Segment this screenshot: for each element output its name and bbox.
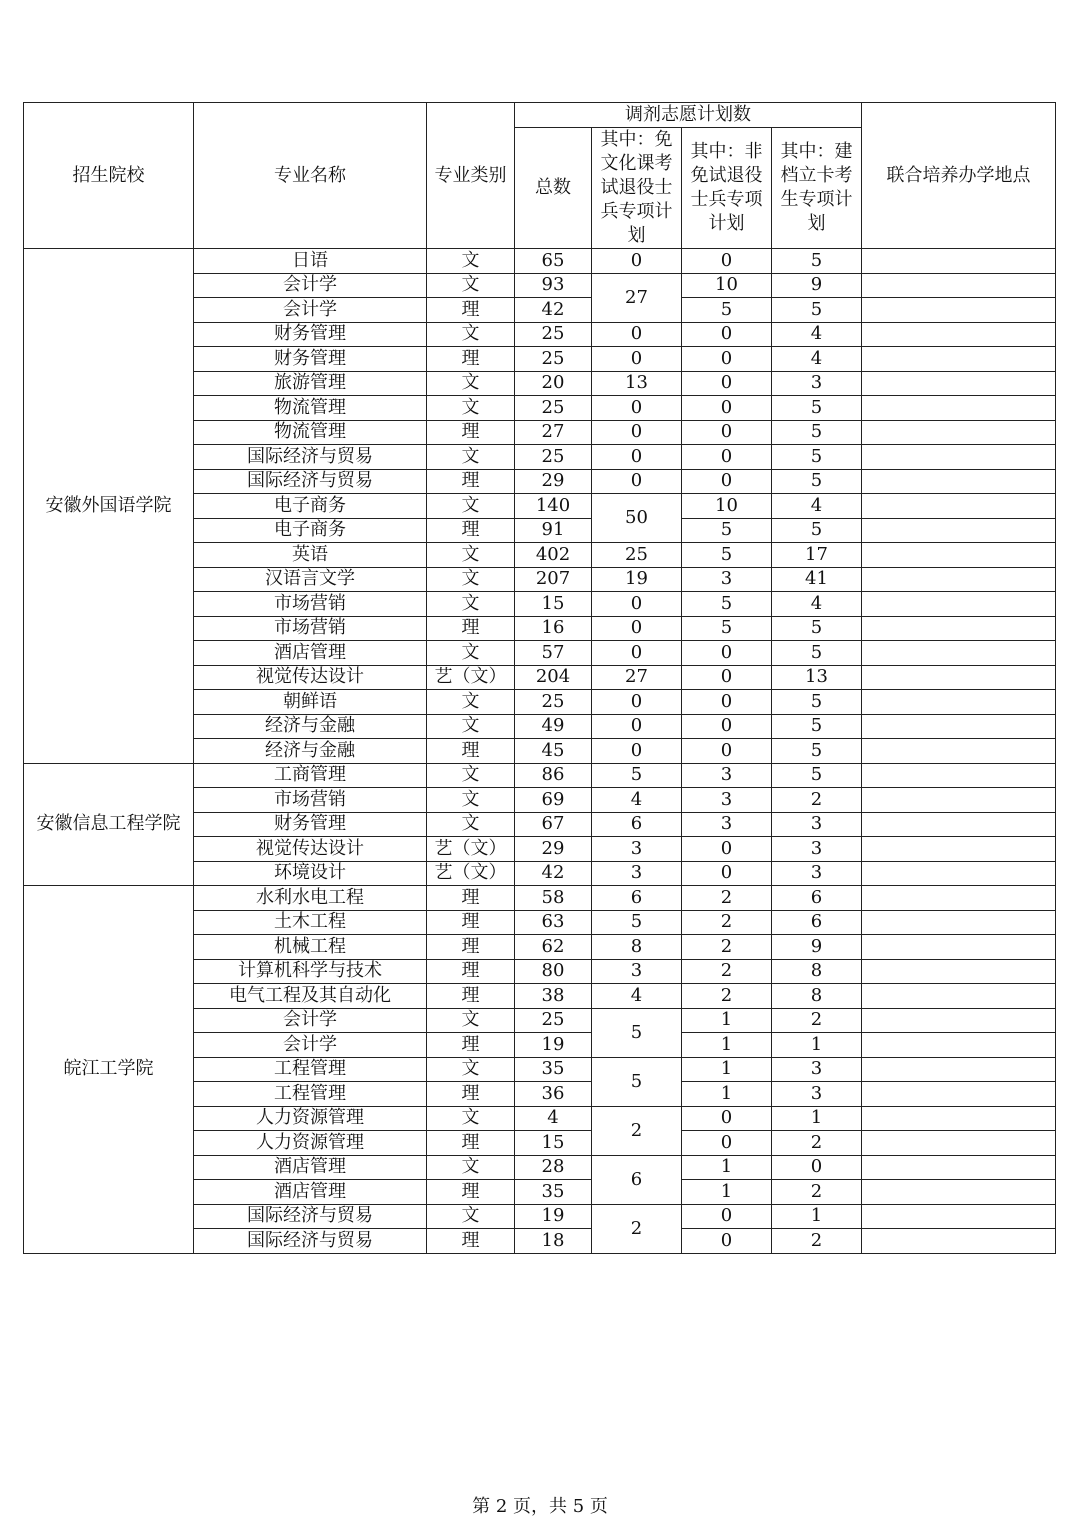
category-cell: 文 xyxy=(427,690,515,715)
card-cell: 4 xyxy=(772,494,862,519)
total-cell: 25 xyxy=(515,322,592,347)
non-exempt-cell: 0 xyxy=(682,1106,772,1131)
non-exempt-cell: 1 xyxy=(682,1180,772,1205)
non-exempt-cell: 5 xyxy=(682,298,772,323)
joint-location-cell xyxy=(862,469,1056,494)
exempt-cell: 0 xyxy=(592,714,682,739)
major-cell: 物流管理 xyxy=(194,396,427,421)
major-cell: 电气工程及其自动化 xyxy=(194,984,427,1009)
non-exempt-cell: 3 xyxy=(682,788,772,813)
non-exempt-cell: 0 xyxy=(682,665,772,690)
joint-location-cell xyxy=(862,763,1056,788)
total-cell: 27 xyxy=(515,420,592,445)
category-cell: 理 xyxy=(427,739,515,764)
exempt-cell: 0 xyxy=(592,641,682,666)
exempt-cell: 3 xyxy=(592,959,682,984)
joint-location-cell xyxy=(862,1033,1056,1058)
non-exempt-cell: 0 xyxy=(682,1131,772,1156)
joint-location-cell xyxy=(862,396,1056,421)
card-cell: 2 xyxy=(772,1131,862,1156)
exempt-cell: 2 xyxy=(592,1106,682,1155)
total-cell: 86 xyxy=(515,763,592,788)
card-cell: 3 xyxy=(772,1057,862,1082)
total-cell: 35 xyxy=(515,1057,592,1082)
non-exempt-cell: 0 xyxy=(682,249,772,274)
card-cell: 5 xyxy=(772,298,862,323)
major-cell: 视觉传达设计 xyxy=(194,837,427,862)
total-cell: 67 xyxy=(515,812,592,837)
major-cell: 国际经济与贸易 xyxy=(194,1229,427,1254)
joint-location-cell xyxy=(862,1155,1056,1180)
non-exempt-cell: 0 xyxy=(682,690,772,715)
major-cell: 物流管理 xyxy=(194,420,427,445)
joint-location-cell xyxy=(862,420,1056,445)
school-name-cell: 皖江工学院 xyxy=(24,886,194,1254)
card-cell: 5 xyxy=(772,714,862,739)
non-exempt-cell: 3 xyxy=(682,812,772,837)
exempt-cell: 6 xyxy=(592,886,682,911)
card-cell: 5 xyxy=(772,616,862,641)
header-school: 招生院校 xyxy=(24,103,194,249)
card-cell: 5 xyxy=(772,445,862,470)
major-cell: 电子商务 xyxy=(194,518,427,543)
total-cell: 42 xyxy=(515,861,592,886)
major-cell: 会计学 xyxy=(194,1033,427,1058)
exempt-cell: 0 xyxy=(592,445,682,470)
major-cell: 朝鲜语 xyxy=(194,690,427,715)
exempt-cell: 19 xyxy=(592,567,682,592)
header-plan-group: 调剂志愿计划数 xyxy=(515,103,862,128)
joint-location-cell xyxy=(862,935,1056,960)
exempt-cell: 0 xyxy=(592,322,682,347)
total-cell: 29 xyxy=(515,837,592,862)
category-cell: 理 xyxy=(427,935,515,960)
category-cell: 理 xyxy=(427,616,515,641)
joint-location-cell xyxy=(862,592,1056,617)
joint-location-cell xyxy=(862,739,1056,764)
card-cell: 4 xyxy=(772,322,862,347)
total-cell: 29 xyxy=(515,469,592,494)
exempt-cell: 25 xyxy=(592,543,682,568)
total-cell: 62 xyxy=(515,935,592,960)
non-exempt-cell: 10 xyxy=(682,494,772,519)
exempt-cell: 8 xyxy=(592,935,682,960)
total-cell: 58 xyxy=(515,886,592,911)
major-cell: 土木工程 xyxy=(194,910,427,935)
joint-location-cell xyxy=(862,347,1056,372)
category-cell: 文 xyxy=(427,788,515,813)
total-cell: 19 xyxy=(515,1033,592,1058)
exempt-cell: 27 xyxy=(592,665,682,690)
non-exempt-cell: 2 xyxy=(682,959,772,984)
joint-location-cell xyxy=(862,543,1056,568)
major-cell: 工程管理 xyxy=(194,1057,427,1082)
non-exempt-cell: 0 xyxy=(682,641,772,666)
card-cell: 6 xyxy=(772,886,862,911)
category-cell: 文 xyxy=(427,273,515,298)
non-exempt-cell: 1 xyxy=(682,1033,772,1058)
major-cell: 会计学 xyxy=(194,1008,427,1033)
header-exempt: 其中：免文化课考试退役士兵专项计划 xyxy=(592,128,682,249)
major-cell: 汉语言文学 xyxy=(194,567,427,592)
total-cell: 49 xyxy=(515,714,592,739)
exempt-cell: 0 xyxy=(592,690,682,715)
non-exempt-cell: 0 xyxy=(682,322,772,347)
joint-location-cell xyxy=(862,959,1056,984)
total-cell: 25 xyxy=(515,690,592,715)
plan-table-body xyxy=(24,249,1056,1254)
joint-location-cell xyxy=(862,445,1056,470)
non-exempt-cell: 10 xyxy=(682,273,772,298)
category-cell: 理 xyxy=(427,1229,515,1254)
major-cell: 酒店管理 xyxy=(194,641,427,666)
category-cell: 文 xyxy=(427,543,515,568)
major-cell: 人力资源管理 xyxy=(194,1106,427,1131)
category-cell: 文 xyxy=(427,763,515,788)
non-exempt-cell: 0 xyxy=(682,1204,772,1229)
joint-location-cell xyxy=(862,861,1056,886)
exempt-cell: 0 xyxy=(592,469,682,494)
exempt-cell: 5 xyxy=(592,1057,682,1106)
category-cell: 理 xyxy=(427,420,515,445)
non-exempt-cell: 0 xyxy=(682,739,772,764)
total-cell: 204 xyxy=(515,665,592,690)
category-cell: 理 xyxy=(427,910,515,935)
joint-location-cell xyxy=(862,910,1056,935)
total-cell: 18 xyxy=(515,1229,592,1254)
exempt-cell: 6 xyxy=(592,812,682,837)
category-cell: 文 xyxy=(427,1057,515,1082)
total-cell: 69 xyxy=(515,788,592,813)
non-exempt-cell: 2 xyxy=(682,935,772,960)
major-cell: 计算机科学与技术 xyxy=(194,959,427,984)
joint-location-cell xyxy=(862,714,1056,739)
category-cell: 理 xyxy=(427,1180,515,1205)
major-cell: 日语 xyxy=(194,249,427,274)
joint-location-cell xyxy=(862,788,1056,813)
joint-location-cell xyxy=(862,616,1056,641)
major-cell: 人力资源管理 xyxy=(194,1131,427,1156)
exempt-cell: 3 xyxy=(592,861,682,886)
major-cell: 经济与金融 xyxy=(194,739,427,764)
major-cell: 机械工程 xyxy=(194,935,427,960)
header-category: 专业类别 xyxy=(427,103,515,249)
joint-location-cell xyxy=(862,1106,1056,1131)
non-exempt-cell: 2 xyxy=(682,984,772,1009)
joint-location-cell xyxy=(862,812,1056,837)
non-exempt-cell: 5 xyxy=(682,592,772,617)
joint-location-cell xyxy=(862,322,1056,347)
card-cell: 17 xyxy=(772,543,862,568)
joint-location-cell xyxy=(862,1229,1056,1254)
card-cell: 3 xyxy=(772,812,862,837)
major-cell: 工商管理 xyxy=(194,763,427,788)
joint-location-cell xyxy=(862,1131,1056,1156)
major-cell: 市场营销 xyxy=(194,788,427,813)
non-exempt-cell: 0 xyxy=(682,469,772,494)
card-cell: 2 xyxy=(772,1008,862,1033)
non-exempt-cell: 1 xyxy=(682,1057,772,1082)
exempt-cell: 6 xyxy=(592,1155,682,1204)
school-name-cell: 安徽信息工程学院 xyxy=(24,763,194,886)
joint-location-cell xyxy=(862,690,1056,715)
joint-location-cell xyxy=(862,984,1056,1009)
total-cell: 140 xyxy=(515,494,592,519)
major-cell: 环境设计 xyxy=(194,861,427,886)
total-cell: 80 xyxy=(515,959,592,984)
joint-location-cell xyxy=(862,518,1056,543)
major-cell: 水利水电工程 xyxy=(194,886,427,911)
card-cell: 5 xyxy=(772,396,862,421)
category-cell: 文 xyxy=(427,714,515,739)
non-exempt-cell: 1 xyxy=(682,1082,772,1107)
category-cell: 文 xyxy=(427,592,515,617)
exempt-cell: 0 xyxy=(592,592,682,617)
major-cell: 财务管理 xyxy=(194,322,427,347)
joint-location-cell xyxy=(862,371,1056,396)
card-cell: 1 xyxy=(772,1204,862,1229)
non-exempt-cell: 0 xyxy=(682,396,772,421)
non-exempt-cell: 3 xyxy=(682,567,772,592)
major-cell: 财务管理 xyxy=(194,812,427,837)
total-cell: 15 xyxy=(515,592,592,617)
joint-location-cell xyxy=(862,298,1056,323)
joint-location-cell xyxy=(862,249,1056,274)
category-cell: 理 xyxy=(427,1033,515,1058)
non-exempt-cell: 0 xyxy=(682,445,772,470)
major-cell: 工程管理 xyxy=(194,1082,427,1107)
exempt-cell: 13 xyxy=(592,371,682,396)
total-cell: 38 xyxy=(515,984,592,1009)
total-cell: 42 xyxy=(515,298,592,323)
total-cell: 57 xyxy=(515,641,592,666)
major-cell: 电子商务 xyxy=(194,494,427,519)
card-cell: 5 xyxy=(772,518,862,543)
major-cell: 酒店管理 xyxy=(194,1180,427,1205)
category-cell: 理 xyxy=(427,298,515,323)
card-cell: 0 xyxy=(772,1155,862,1180)
non-exempt-cell: 5 xyxy=(682,518,772,543)
card-cell: 3 xyxy=(772,371,862,396)
exempt-cell: 0 xyxy=(592,420,682,445)
joint-location-cell xyxy=(862,641,1056,666)
category-cell: 文 xyxy=(427,396,515,421)
card-cell: 4 xyxy=(772,592,862,617)
non-exempt-cell: 0 xyxy=(682,371,772,396)
category-cell: 文 xyxy=(427,812,515,837)
exempt-cell: 0 xyxy=(592,616,682,641)
major-cell: 国际经济与贸易 xyxy=(194,469,427,494)
exempt-cell: 0 xyxy=(592,739,682,764)
card-cell: 8 xyxy=(772,959,862,984)
card-cell: 2 xyxy=(772,1180,862,1205)
total-cell: 25 xyxy=(515,396,592,421)
header-total: 总数 xyxy=(515,128,592,249)
joint-location-cell xyxy=(862,1180,1056,1205)
major-cell: 英语 xyxy=(194,543,427,568)
major-cell: 市场营销 xyxy=(194,616,427,641)
table-row xyxy=(24,763,1056,788)
major-cell: 财务管理 xyxy=(194,347,427,372)
category-cell: 文 xyxy=(427,494,515,519)
non-exempt-cell: 1 xyxy=(682,1155,772,1180)
total-cell: 91 xyxy=(515,518,592,543)
total-cell: 63 xyxy=(515,910,592,935)
major-cell: 国际经济与贸易 xyxy=(194,1204,427,1229)
exempt-cell: 0 xyxy=(592,347,682,372)
joint-location-cell xyxy=(862,1082,1056,1107)
joint-location-cell xyxy=(862,273,1056,298)
school-name-cell: 安徽外国语学院 xyxy=(24,249,194,764)
total-cell: 25 xyxy=(515,445,592,470)
total-cell: 45 xyxy=(515,739,592,764)
category-cell: 文 xyxy=(427,445,515,470)
exempt-cell: 5 xyxy=(592,910,682,935)
major-cell: 视觉传达设计 xyxy=(194,665,427,690)
card-cell: 1 xyxy=(772,1033,862,1058)
joint-location-cell xyxy=(862,494,1056,519)
card-cell: 5 xyxy=(772,249,862,274)
total-cell: 35 xyxy=(515,1180,592,1205)
total-cell: 15 xyxy=(515,1131,592,1156)
header-joint-location: 联合培养办学地点 xyxy=(862,103,1056,249)
exempt-cell: 27 xyxy=(592,273,682,322)
category-cell: 理 xyxy=(427,347,515,372)
enrollment-plan-table xyxy=(23,102,1056,1254)
total-cell: 19 xyxy=(515,1204,592,1229)
total-cell: 20 xyxy=(515,371,592,396)
joint-location-cell xyxy=(862,837,1056,862)
header-card: 其中：建档立卡考生专项计划 xyxy=(772,128,862,249)
joint-location-cell xyxy=(862,1204,1056,1229)
exempt-cell: 5 xyxy=(592,763,682,788)
major-cell: 会计学 xyxy=(194,298,427,323)
non-exempt-cell: 1 xyxy=(682,1008,772,1033)
joint-location-cell xyxy=(862,665,1056,690)
joint-location-cell xyxy=(862,567,1056,592)
category-cell: 艺（文） xyxy=(427,665,515,690)
card-cell: 4 xyxy=(772,347,862,372)
category-cell: 文 xyxy=(427,1204,515,1229)
card-cell: 5 xyxy=(772,739,862,764)
category-cell: 艺（文） xyxy=(427,861,515,886)
category-cell: 文 xyxy=(427,322,515,347)
major-cell: 旅游管理 xyxy=(194,371,427,396)
category-cell: 文 xyxy=(427,1106,515,1131)
card-cell: 41 xyxy=(772,567,862,592)
exempt-cell: 4 xyxy=(592,788,682,813)
total-cell: 16 xyxy=(515,616,592,641)
card-cell: 13 xyxy=(772,665,862,690)
total-cell: 402 xyxy=(515,543,592,568)
category-cell: 文 xyxy=(427,249,515,274)
major-cell: 市场营销 xyxy=(194,592,427,617)
total-cell: 25 xyxy=(515,1008,592,1033)
card-cell: 2 xyxy=(772,1229,862,1254)
category-cell: 理 xyxy=(427,886,515,911)
category-cell: 文 xyxy=(427,371,515,396)
non-exempt-cell: 5 xyxy=(682,616,772,641)
non-exempt-cell: 0 xyxy=(682,861,772,886)
card-cell: 1 xyxy=(772,1106,862,1131)
category-cell: 文 xyxy=(427,1008,515,1033)
page-footer: 第 2 页，共 5 页 xyxy=(472,1496,608,1517)
card-cell: 2 xyxy=(772,788,862,813)
category-cell: 理 xyxy=(427,984,515,1009)
non-exempt-cell: 0 xyxy=(682,837,772,862)
joint-location-cell xyxy=(862,1008,1056,1033)
category-cell: 理 xyxy=(427,959,515,984)
table-row xyxy=(24,886,1056,911)
non-exempt-cell: 0 xyxy=(682,347,772,372)
card-cell: 5 xyxy=(772,420,862,445)
total-cell: 93 xyxy=(515,273,592,298)
non-exempt-cell: 5 xyxy=(682,543,772,568)
major-cell: 国际经济与贸易 xyxy=(194,445,427,470)
total-cell: 4 xyxy=(515,1106,592,1131)
total-cell: 207 xyxy=(515,567,592,592)
card-cell: 9 xyxy=(772,273,862,298)
non-exempt-cell: 0 xyxy=(682,420,772,445)
card-cell: 3 xyxy=(772,861,862,886)
exempt-cell: 3 xyxy=(592,837,682,862)
major-cell: 会计学 xyxy=(194,273,427,298)
card-cell: 5 xyxy=(772,641,862,666)
category-cell: 文 xyxy=(427,1155,515,1180)
card-cell: 3 xyxy=(772,837,862,862)
exempt-cell: 2 xyxy=(592,1204,682,1253)
category-cell: 理 xyxy=(427,1082,515,1107)
major-cell: 酒店管理 xyxy=(194,1155,427,1180)
card-cell: 8 xyxy=(772,984,862,1009)
total-cell: 36 xyxy=(515,1082,592,1107)
category-cell: 文 xyxy=(427,567,515,592)
card-cell: 6 xyxy=(772,910,862,935)
joint-location-cell xyxy=(862,1057,1056,1082)
total-cell: 25 xyxy=(515,347,592,372)
category-cell: 文 xyxy=(427,641,515,666)
card-cell: 5 xyxy=(772,690,862,715)
joint-location-cell xyxy=(862,886,1056,911)
non-exempt-cell: 2 xyxy=(682,886,772,911)
major-cell: 经济与金融 xyxy=(194,714,427,739)
header-non-exempt: 其中：非免试退役士兵专项计划 xyxy=(682,128,772,249)
category-cell: 艺（文） xyxy=(427,837,515,862)
table-row xyxy=(24,249,1056,274)
non-exempt-cell: 2 xyxy=(682,910,772,935)
exempt-cell: 50 xyxy=(592,494,682,543)
header-major: 专业名称 xyxy=(194,103,427,249)
card-cell: 5 xyxy=(772,763,862,788)
category-cell: 理 xyxy=(427,1131,515,1156)
exempt-cell: 0 xyxy=(592,249,682,274)
exempt-cell: 4 xyxy=(592,984,682,1009)
exempt-cell: 5 xyxy=(592,1008,682,1057)
non-exempt-cell: 0 xyxy=(682,714,772,739)
card-cell: 3 xyxy=(772,1082,862,1107)
total-cell: 65 xyxy=(515,249,592,274)
category-cell: 理 xyxy=(427,469,515,494)
card-cell: 9 xyxy=(772,935,862,960)
non-exempt-cell: 0 xyxy=(682,1229,772,1254)
total-cell: 28 xyxy=(515,1155,592,1180)
category-cell: 理 xyxy=(427,518,515,543)
exempt-cell: 0 xyxy=(592,396,682,421)
non-exempt-cell: 3 xyxy=(682,763,772,788)
card-cell: 5 xyxy=(772,469,862,494)
